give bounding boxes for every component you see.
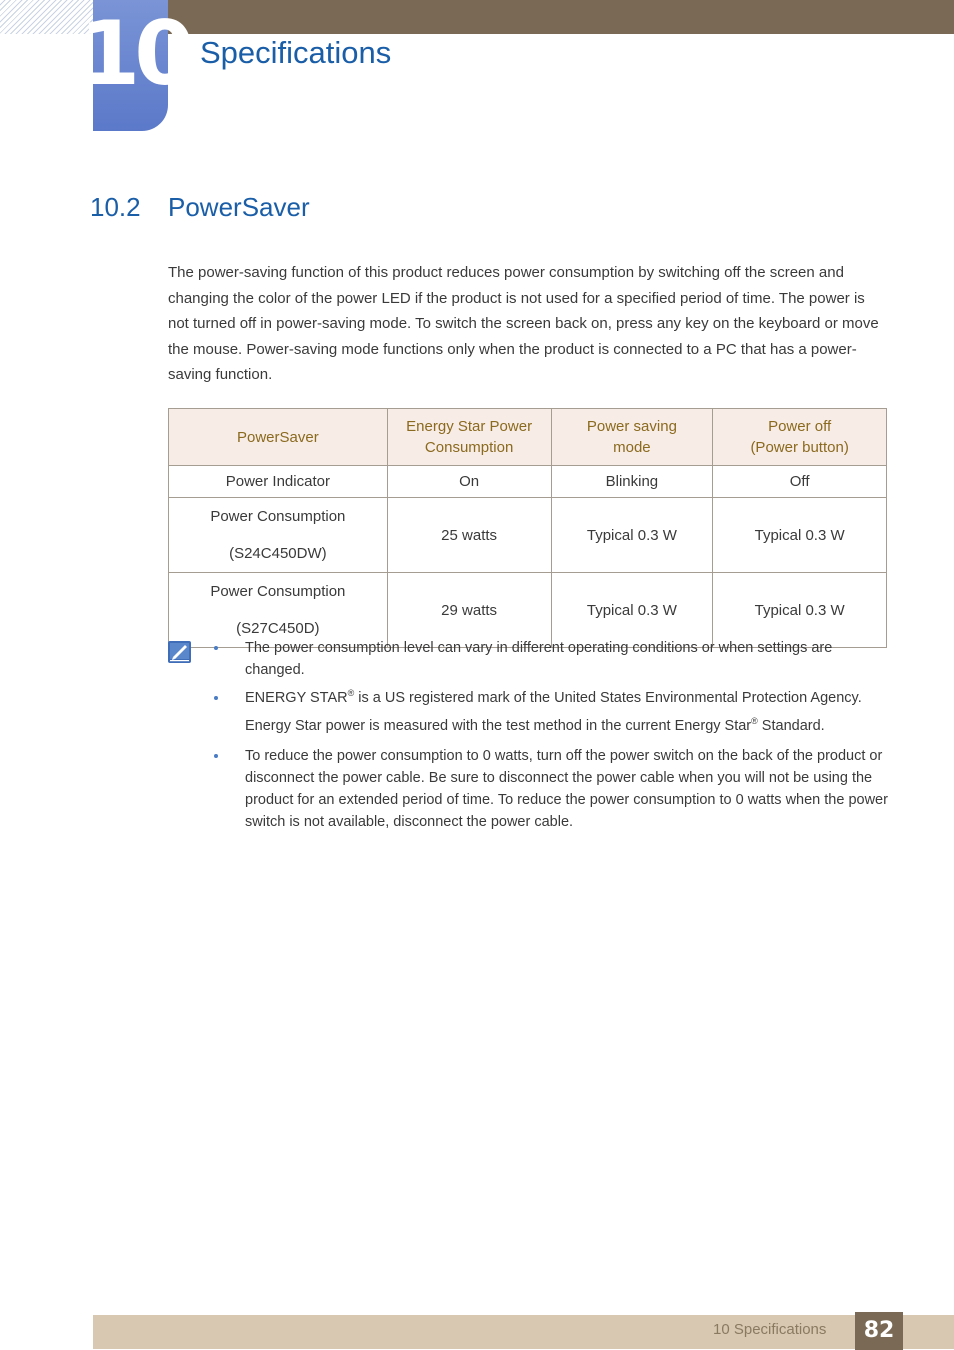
registered-mark: ® xyxy=(751,716,758,727)
notes-list xyxy=(212,637,888,833)
row-label: Power Indicator xyxy=(169,466,388,498)
row-label: Power Consumption (S24C450DW) xyxy=(169,498,388,573)
header-bar xyxy=(168,0,954,34)
section-number: 10.2 xyxy=(90,192,141,222)
page-number: 82 xyxy=(855,1312,903,1350)
registered-mark: ® xyxy=(347,688,355,699)
row-label: Power Consumption (S27C450D) xyxy=(169,573,388,648)
section-heading xyxy=(90,192,310,223)
footer-label: 10 Specifications xyxy=(713,1321,827,1338)
table-cell: On xyxy=(387,466,551,498)
table-cell: 25 watts xyxy=(387,498,551,573)
chapter-number-block xyxy=(79,0,190,131)
table-cell: Off xyxy=(713,466,887,498)
table-cell: Typical 0.3 W xyxy=(713,498,887,573)
header-power-saving-mode: Power saving mode xyxy=(551,409,713,466)
chapter-title: Specifications xyxy=(200,35,392,70)
note-pencil-icon xyxy=(168,641,191,663)
table-header-row xyxy=(169,409,887,466)
header-powersaver: PowerSaver xyxy=(169,409,388,466)
table-cell: Typical 0.3 W xyxy=(713,573,887,648)
bullet-icon xyxy=(214,754,218,758)
table-cell: Typical 0.3 W xyxy=(551,498,713,573)
header-energy-star: Energy Star Power Consumption xyxy=(387,409,551,466)
table-cell: Blinking xyxy=(551,466,713,498)
note-item: ENERGY STAR® is a US registered mark of the United States Environmental Protection Agency. xyxy=(212,687,888,709)
bullet-icon xyxy=(214,646,218,650)
section-title: PowerSaver xyxy=(168,192,310,222)
note-item: To reduce the power consumption to 0 watts, turn off the power switch on the back of the product or disconnect the power cable. Be sure to disconnect the power cable when you will not be using the product for an extended period of time. To reduce the power consumption to 0 watts when the power switch is not available, disconnect the power cable. xyxy=(212,745,888,833)
table-row xyxy=(169,498,887,573)
table-row xyxy=(169,466,887,498)
bullet-icon xyxy=(214,696,218,700)
chapter-number: 10 xyxy=(79,2,190,105)
note-subtext: Energy Star power is measured with the test method in the current Energy Star® Standard. xyxy=(245,716,825,734)
intro-paragraph: The power-saving function of this product reduces power consumption by switching off the screen and changing the color of the power LED if the product is not used for a specified period of time. The power is not turned off in power-saving mode. To switch the screen back on, press any key on the keyboard or move the mouse. Power-saving mode functions only when the product is connected to a PC that has a power-saving function. xyxy=(168,264,879,384)
note-item: The power consumption level can vary in different operating conditions or when settings are changed. xyxy=(212,637,888,681)
header-power-off: Power off (Power button) xyxy=(713,409,887,466)
powersaver-table xyxy=(168,408,887,648)
table-cell: Typical 0.3 W xyxy=(551,573,713,648)
table-cell: 29 watts xyxy=(387,573,551,648)
